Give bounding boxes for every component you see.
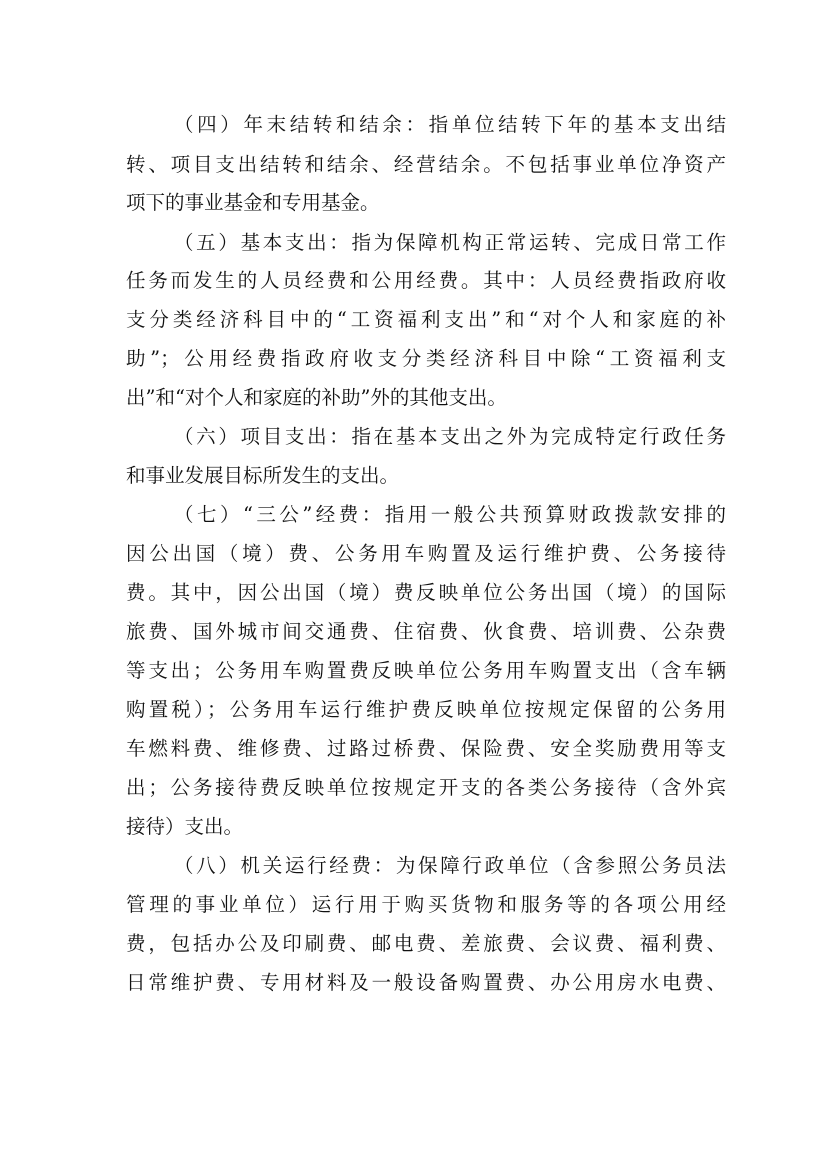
text-line: 任务而发生的人员经费和公用经费。其中：人员经费指政府收: [126, 269, 726, 292]
text-line: 项下的事业基金和专用基金。: [126, 191, 380, 214]
text-line: 转、项目支出结转和结余、经营结余。不包括事业单位净资产: [126, 153, 726, 176]
text-line: （七）“三公”经费：指用一般公共预算财政拨款安排的: [174, 503, 726, 526]
text-line: 车燃料费、维修费、过路过桥费、保险费、安全奖励费用等支: [126, 737, 726, 760]
text-line: （八）机关运行经费：为保障行政单位（含参照公务员法: [174, 854, 726, 877]
text-line: （五）基本支出：指为保障机构正常运转、完成日常工作: [174, 231, 726, 254]
text-line: 费。其中，因公出国（境）费反映单位公务出国（境）的国际: [126, 581, 726, 604]
text-line: 因公出国（境）费、公务用车购置及运行维护费、公务接待: [126, 542, 726, 565]
text-line: 旅费、国外城市间交通费、住宿费、伙食费、培训费、公杂费: [126, 620, 726, 643]
text-line: 助”；公用经费指政府收支分类经济科目中除“工资福利支: [126, 347, 726, 370]
text-line: 管理的事业单位）运行用于购买货物和服务等的各项公用经: [126, 893, 726, 916]
text-line: （四）年末结转和结余：指单位结转下年的基本支出结: [174, 113, 726, 136]
text-line: （六）项目支出：指在基本支出之外为完成特定行政任务: [174, 425, 726, 448]
text-line: 购置税）；公务用车运行维护费反映单位按规定保留的公务用: [126, 698, 726, 721]
text-line: 接待）支出。: [126, 815, 244, 838]
text-line: 出”和“对个人和家庭的补助”外的其他支出。: [126, 386, 507, 409]
text-line: 日常维护费、专用材料及一般设备购置费、办公用房水电费、: [126, 971, 726, 994]
text-line: 等支出；公务用车购置费反映单位公务用车购置支出（含车辆: [126, 659, 726, 682]
text-line: 出；公务接待费反映单位按规定开支的各类公务接待（含外宾: [126, 776, 726, 799]
text-line: 支分类经济科目中的“工资福利支出”和“对个人和家庭的补: [126, 308, 726, 331]
text-line: 费，包括办公及印刷费、邮电费、差旅费、会议费、福利费、: [126, 932, 726, 955]
text-line: 和事业发展目标所发生的支出。: [126, 464, 400, 487]
